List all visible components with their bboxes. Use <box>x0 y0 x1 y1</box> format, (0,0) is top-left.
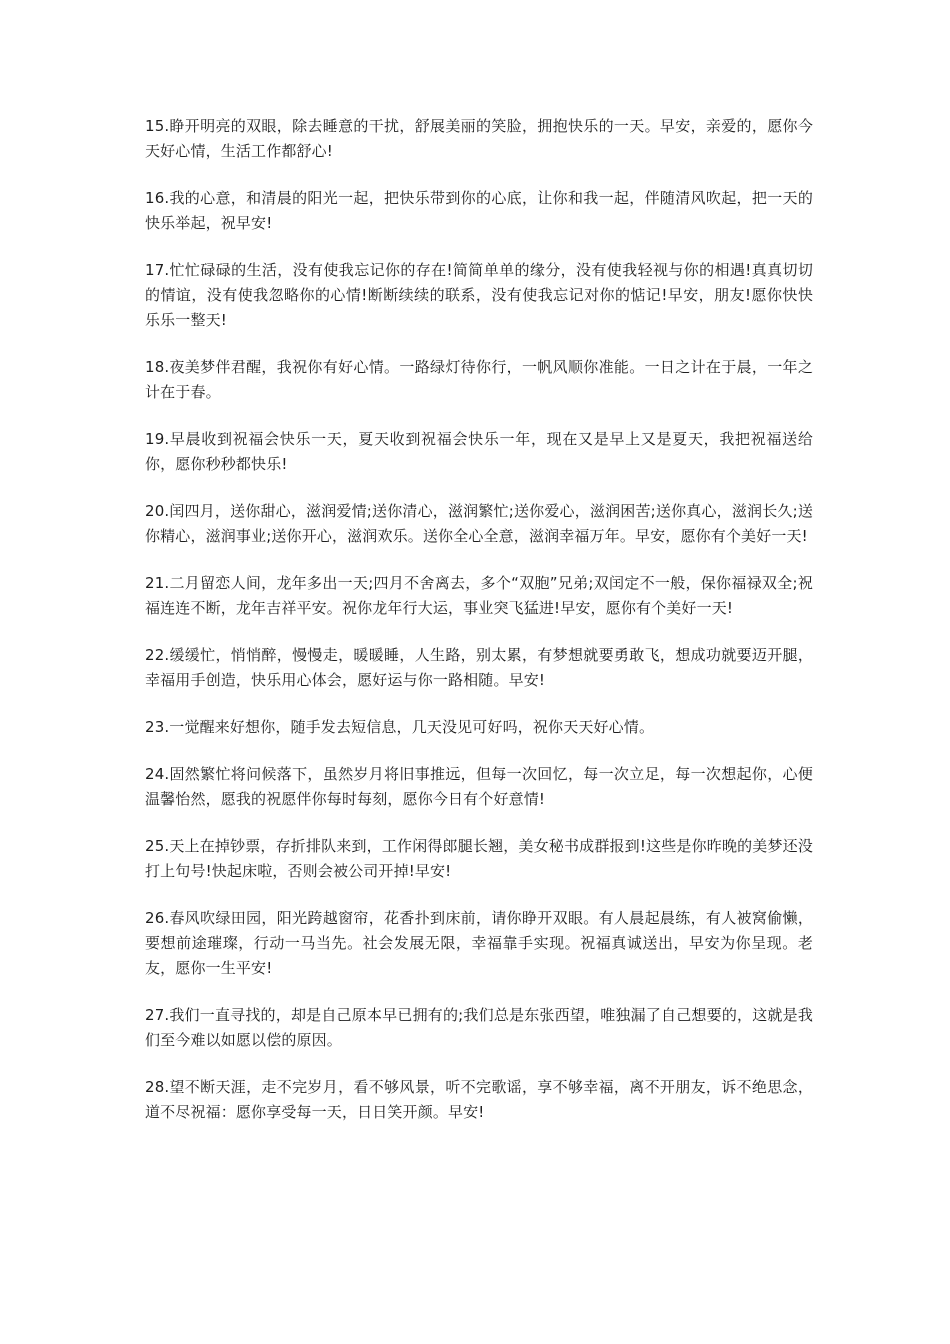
paragraph-17: 17.忙忙碌碌的生活，没有使我忘记你的存在!简简单单的缘分，没有使我轻视与你的相遇!真真切切的情谊，没有使我忽略你的心情!断断续续的联系，没有使我忘记对你的惦记!早安，朋友!愿你快快乐乐一整天! <box>145 261 813 329</box>
paragraph-15: 15.睁开明亮的双眼，除去睡意的干扰，舒展美丽的笑脸，拥抱快乐的一天。早安，亲爱的，愿你今天好心情，生活工作都舒心! <box>145 117 813 160</box>
paragraph-28: 28.望不断天涯，走不完岁月，看不够风景，听不完歌谣，享不够幸福，离不开朋友，诉不绝思念，道不尽祝福：愿你享受每一天，日日笑开颜。早安! <box>145 1078 813 1121</box>
paragraph-23: 23.一觉醒来好想你，随手发去短信息，几天没见可好吗，祝你天天好心情。 <box>145 718 655 736</box>
paragraph-24: 24.固然繁忙将问候落下，虽然岁月将旧事推远，但每一次回忆，每一次立足，每一次想起你，心便温馨怡然，愿我的祝愿伴你每时每刻，愿你今日有个好意情! <box>145 765 813 808</box>
paragraph-21: 21.二月留恋人间，龙年多出一天;四月不舍离去，多个“双胞”兄弟;双闰定不一般，保你福禄双全;祝福连连不断，龙年吉祥平安。祝你龙年行大运，事业突飞猛进!早安，愿你有个美好一天! <box>145 574 813 617</box>
paragraph-22: 22.缓缓忙，悄悄醉，慢慢走，暖暖睡，人生路，别太累，有梦想就要勇敢飞，想成功就要迈开腿，幸福用手创造，快乐用心体会，愿好运与你一路相随。早安! <box>145 646 813 689</box>
paragraph-19: 19.早晨收到祝福会快乐一天，夏天收到祝福会快乐一年，现在又是早上又是夏天，我把祝福送给你，愿你秒秒都快乐! <box>145 430 813 473</box>
paragraph-20: 20.闰四月，送你甜心，滋润爱情;送你清心，滋润繁忙;送你爱心，滋润困苦;送你真心，滋润长久;送你精心，滋润事业;送你开心，滋润欢乐。送你全心全意，滋润幸福万年。早安，愿你有个美好一天! <box>145 502 813 545</box>
paragraph-25: 25.天上在掉钞票，存折排队来到，工作闲得郎腿长翘，美女秘书成群报到!这些是你昨晚的美梦还没打上句号!快起床啦，否则会被公司开掉!早安! <box>145 837 813 880</box>
paragraph-16: 16.我的心意，和清晨的阳光一起，把快乐带到你的心底，让你和我一起，伴随清风吹起，把一天的快乐举起，祝早安! <box>145 189 813 232</box>
document-body <box>145 114 813 1147</box>
paragraph-27: 27.我们一直寻找的，却是自己原本早已拥有的;我们总是东张西望，唯独漏了自己想要的，这就是我们至今难以如愿以偿的原因。 <box>145 1006 813 1049</box>
paragraph-26: 26.春风吹绿田园，阳光跨越窗帘，花香扑到床前，请你睁开双眼。有人晨起晨练，有人被窝偷懒，要想前途璀璨，行动一马当先。社会发展无限，幸福靠手实现。祝福真诚送出，早安为你呈现。老友，愿你一生平安! <box>145 909 813 977</box>
paragraph-18: 18.夜美梦伴君醒，我祝你有好心情。一路绿灯待你行，一帆风顺你准能。一日之计在于晨，一年之计在于春。 <box>145 358 813 401</box>
